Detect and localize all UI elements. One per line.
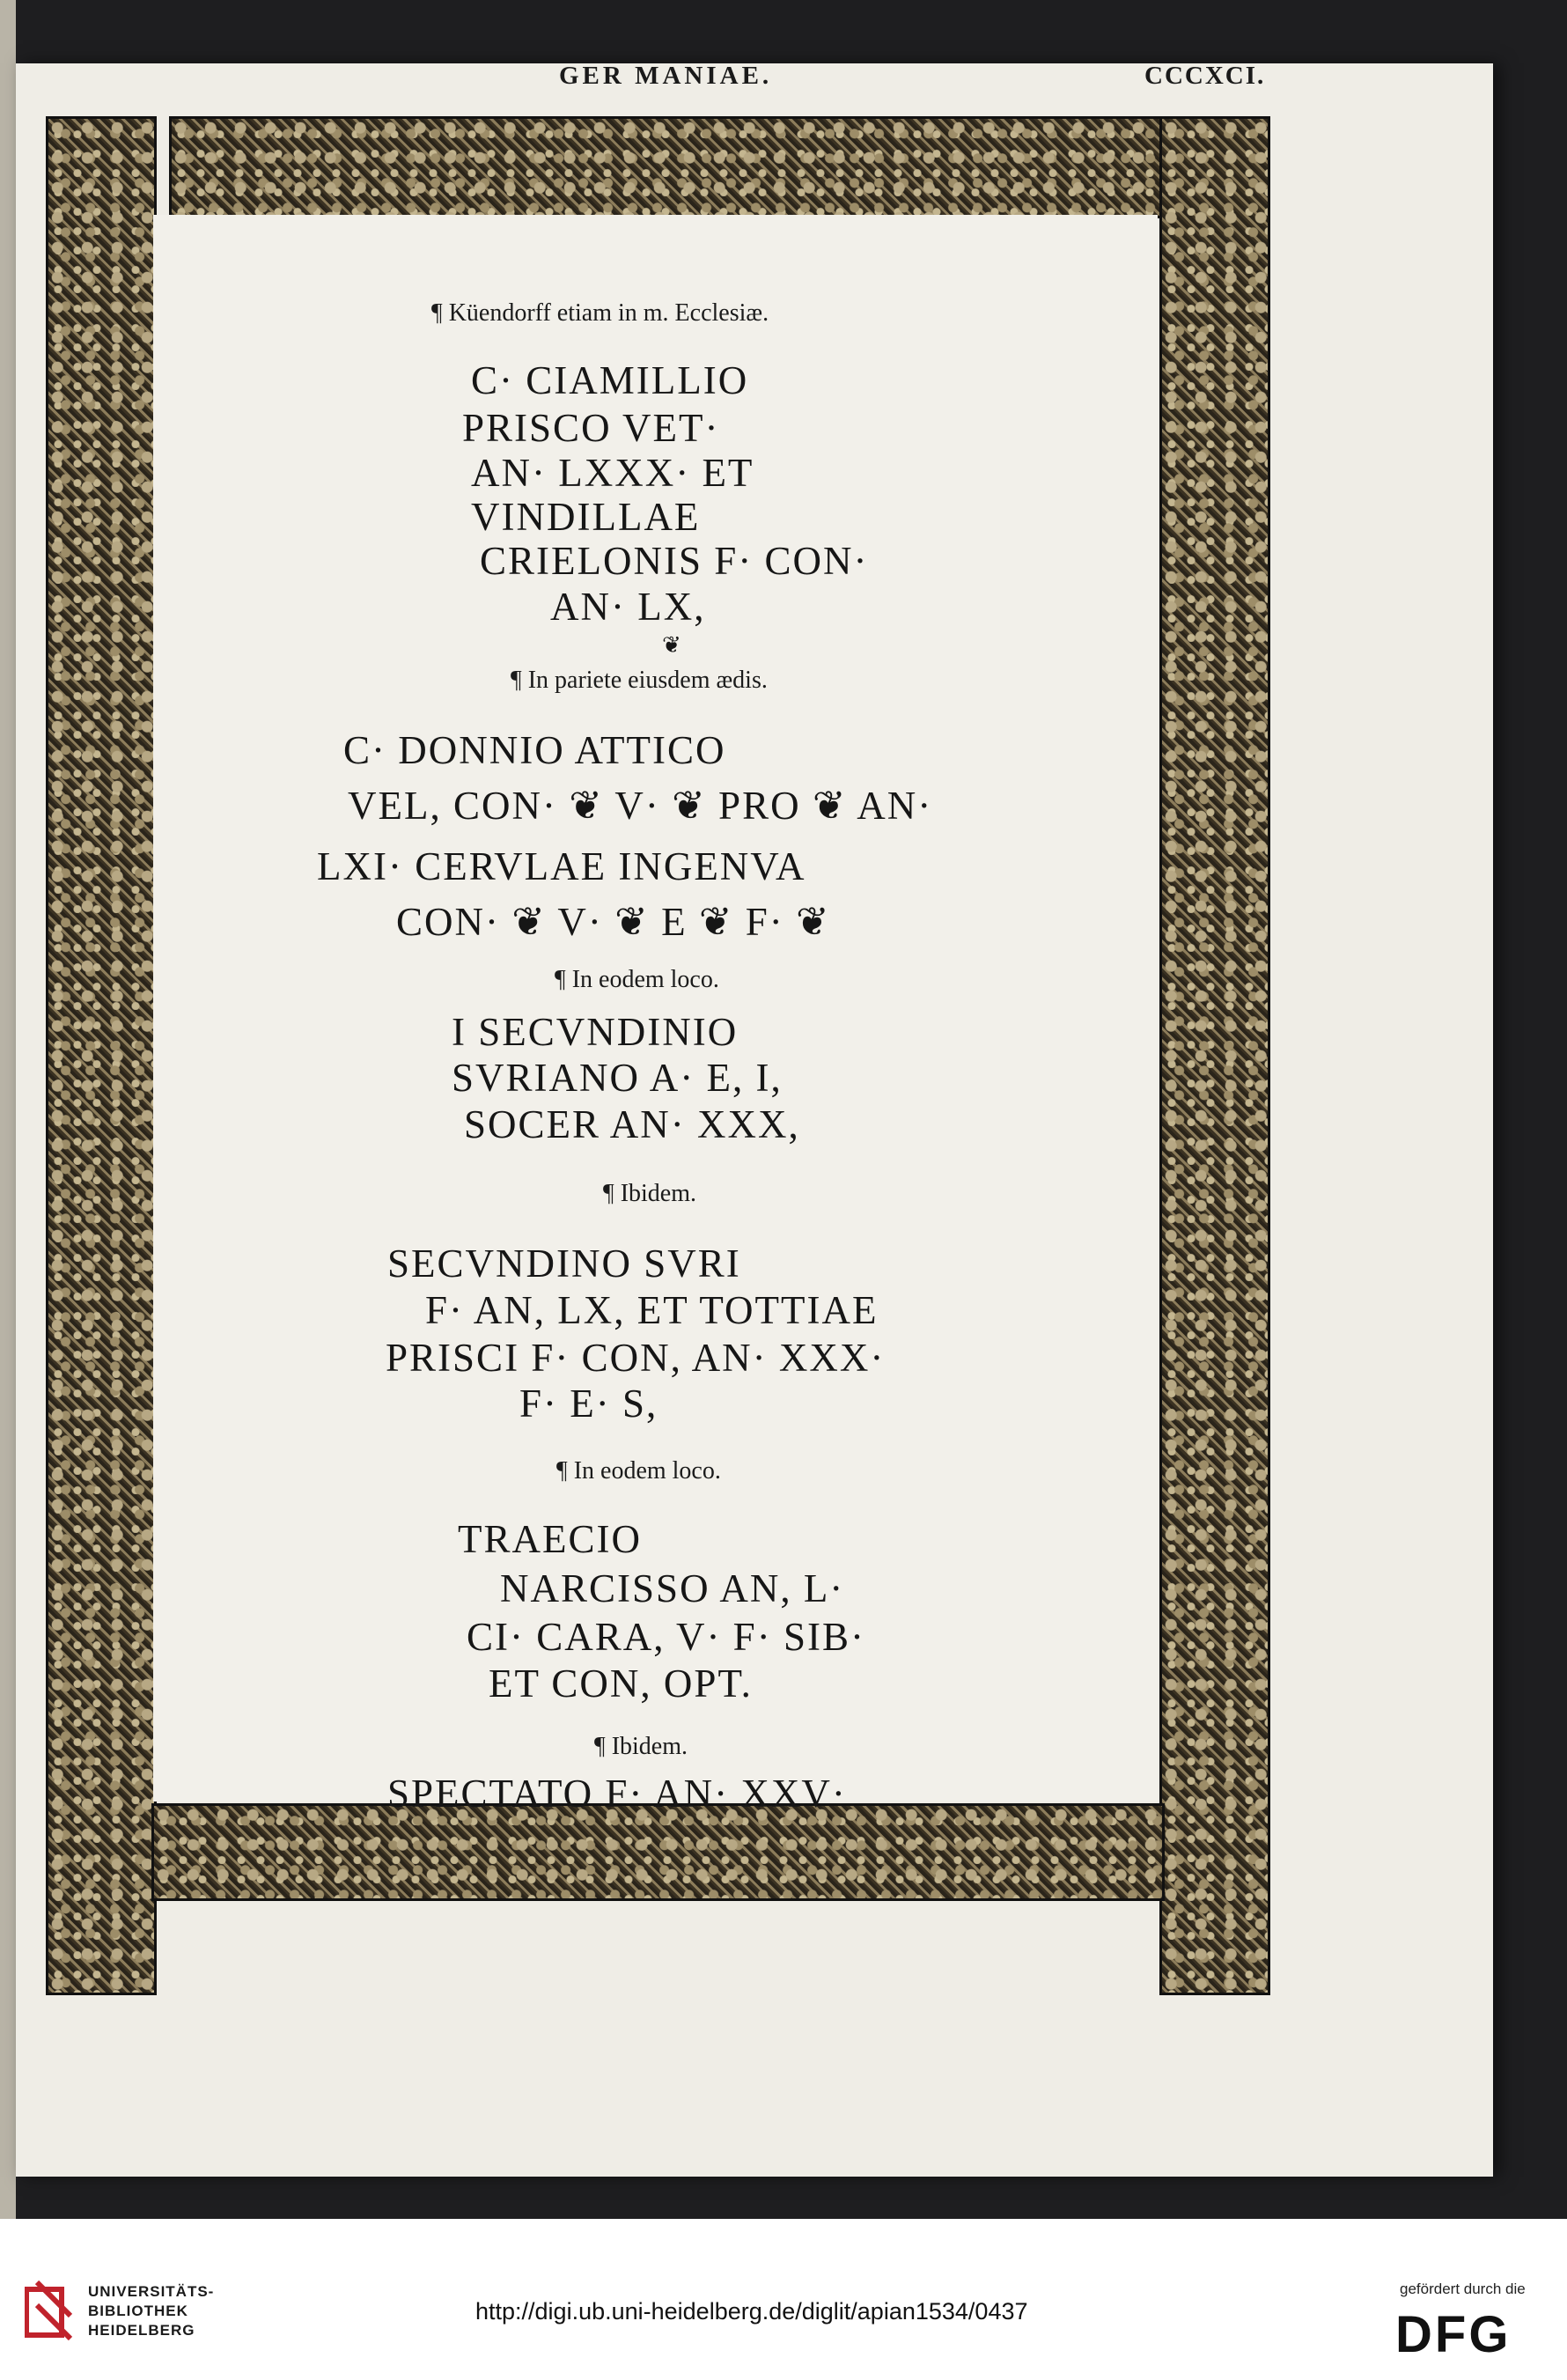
inscription-line: TRAECIO xyxy=(458,1517,642,1561)
rubric: ¶ In pariete eiusdem ædis. xyxy=(511,667,768,694)
inscription-line: NARCISSO AN, L· xyxy=(500,1566,845,1610)
library-name-line: HEIDELBERG xyxy=(88,2322,195,2339)
inscription-line: CON· ❦ V· ❦ E ❦ F· ❦ xyxy=(396,900,831,944)
inscription-line: LXI· CERVLAE INGENVA xyxy=(317,844,806,888)
inscription-line: F· AN, LX, ET TOTTIAE xyxy=(425,1288,879,1332)
page-edge xyxy=(0,0,16,2219)
folio-number: CCCXCI. xyxy=(1144,62,1266,90)
inscription-line: SVRIANO A· E, I, xyxy=(452,1056,783,1100)
rubric: ¶ Ibidem. xyxy=(594,1733,688,1760)
library-name-line: BIBLIOTHEK xyxy=(88,2303,188,2319)
woodcut-border-bottom xyxy=(151,1803,1165,1901)
inscription-line: SECVNDINO SVRI xyxy=(387,1242,741,1286)
running-head: GER MANIAE. xyxy=(559,62,773,90)
library-logo-icon xyxy=(25,2281,74,2342)
inscription-line: ET CON, OPT. xyxy=(489,1662,753,1706)
woodcut-border-left xyxy=(46,116,157,1995)
inscription-line: AN· LX, xyxy=(550,585,706,629)
inscription-line: F· E· S, xyxy=(519,1382,658,1426)
inscription-line: I SECVNDINIO xyxy=(452,1010,739,1054)
inscription-line: CRIELONIS F· CON· xyxy=(480,539,869,583)
inscription-line: AN· LXXX· ET xyxy=(471,451,754,495)
library-name-line: UNIVERSITÄTS- xyxy=(88,2283,215,2300)
rubric: ¶ In eodem loco. xyxy=(556,1457,721,1485)
dfg-logo: DFG xyxy=(1395,2306,1512,2363)
inscription-line: VINDILLAE xyxy=(471,495,701,539)
rubric: ¶ Küendorff etiam in m. Ecclesiæ. xyxy=(431,299,769,327)
woodcut-border-right xyxy=(1159,116,1270,1995)
inscription-line: C· CIAMILLIO xyxy=(471,358,749,402)
inscription-line: CI· CARA, V· F· SIB· xyxy=(467,1615,865,1659)
permalink-url[interactable]: http://digi.ub.uni-heidelberg.de/diglit/apian1534/0437 xyxy=(475,2298,1028,2325)
inscription-line: C· DONNIO ATTICO xyxy=(343,728,726,772)
rubric: ¶ Ibidem. xyxy=(603,1180,696,1207)
inscription-line: PRISCI F· CON, AN· XXX· xyxy=(386,1336,886,1380)
funding-note: gefördert durch die xyxy=(1400,2281,1526,2297)
fleuron-icon: ❦ xyxy=(662,632,681,658)
inscription-line: VEL, CON· ❦ V· ❦ PRO ❦ AN· xyxy=(348,784,933,828)
inscription-line: SPECTATO F· AN· XXV· xyxy=(387,1772,847,1816)
woodcut-border-top xyxy=(169,116,1165,218)
inscription-line: SOCER AN· XXX, xyxy=(464,1102,800,1146)
inscription-line: PRISCO VET· xyxy=(462,406,720,450)
rubric: ¶ In eodem loco. xyxy=(555,966,719,993)
